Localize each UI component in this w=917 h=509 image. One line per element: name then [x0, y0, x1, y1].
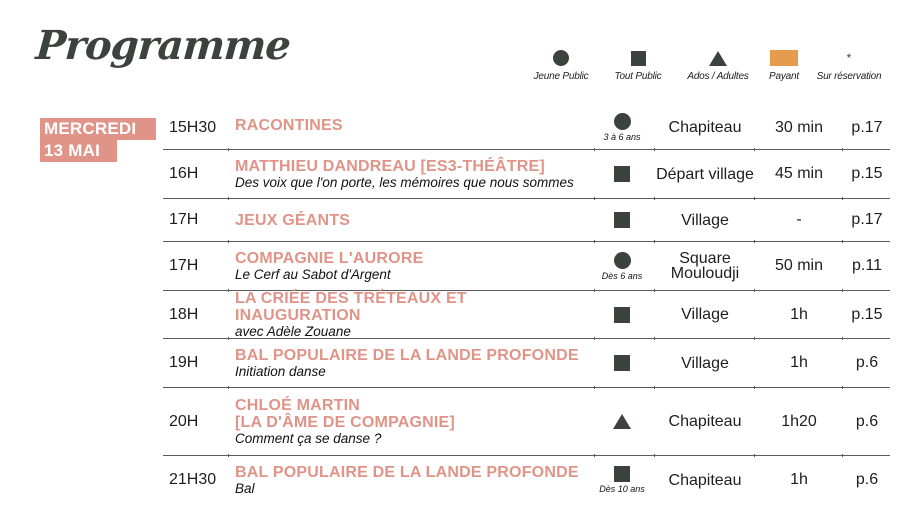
event-page: p.6	[855, 412, 879, 430]
table-row	[163, 388, 890, 456]
square-icon	[614, 466, 630, 482]
event-title: RACONTINES	[235, 117, 343, 134]
event-place: Chapiteau	[668, 413, 742, 430]
event-subtitle: Des voix que l'on porte, les mémoires que nous sommes	[235, 175, 574, 190]
event-duration: 1h	[790, 354, 808, 371]
legend-label: Ados / Adultes	[687, 71, 749, 82]
legend-item-payant	[766, 48, 802, 82]
event-title-cell	[235, 291, 595, 338]
event-title: LA CRIÉE DES TRÉTEAUX ET INAUGURATION	[235, 290, 467, 324]
page-title: Programme	[34, 22, 292, 69]
public-cell	[595, 242, 649, 290]
public-cell	[595, 291, 649, 338]
legend-item-tout-public	[608, 48, 668, 82]
public-cell	[595, 388, 649, 455]
event-title-line2: [LA D'ÂME DE COMPAGNIE]	[235, 414, 455, 431]
age-label: Dès 10 ans	[599, 484, 645, 494]
legend	[528, 48, 898, 90]
legend-item-ados-adultes	[680, 48, 756, 82]
table-row	[163, 291, 890, 339]
event-place: Chapiteau	[668, 119, 742, 136]
table-row	[163, 456, 890, 504]
circle-icon	[614, 252, 631, 269]
event-title: BAL POPULAIRE DE LA LANDE PROFONDE	[235, 347, 579, 364]
day-badge	[40, 118, 156, 162]
event-title-cell	[235, 339, 595, 387]
event-subtitle: Bal	[235, 481, 255, 496]
triangle-icon	[613, 414, 631, 429]
event-time: 21H30	[169, 471, 217, 488]
event-duration: -	[796, 211, 802, 228]
event-time: 18H	[169, 305, 199, 323]
table-row	[163, 150, 890, 199]
event-time: 19H	[169, 354, 199, 371]
event-place: Village	[681, 211, 729, 229]
event-title-cell	[235, 456, 595, 504]
event-time: 17H	[169, 211, 199, 228]
event-time: 16H	[169, 165, 199, 182]
square-icon	[614, 307, 630, 323]
public-cell	[595, 106, 649, 149]
day-date: 13 MAI	[40, 140, 117, 162]
legend-label: Tout Public	[614, 71, 662, 82]
event-page: p.15	[851, 305, 883, 323]
event-title-cell	[235, 199, 595, 241]
event-duration: 1h	[790, 471, 808, 488]
event-page: p.17	[851, 211, 883, 228]
event-title: BAL POPULAIRE DE LA LANDE PROFONDE	[235, 464, 579, 481]
square-icon	[614, 166, 630, 182]
age-label: 3 à 6 ans	[603, 132, 641, 142]
event-page: p.6	[855, 354, 879, 371]
event-title: MATTHIEU DANDREAU [ES3-THÉÂTRE]	[235, 158, 545, 175]
table-row	[163, 199, 890, 242]
event-place: Chapiteau	[668, 471, 742, 489]
triangle-icon	[709, 51, 727, 66]
circle-icon	[614, 113, 631, 130]
event-title-cell	[235, 242, 595, 290]
square-icon	[631, 51, 646, 66]
event-title-cell	[235, 106, 595, 149]
event-time: 15H30	[169, 118, 217, 136]
square-icon	[614, 355, 630, 371]
event-place: Square Mouloudji	[670, 250, 740, 282]
event-duration: 30 min	[774, 118, 824, 136]
event-page: p.17	[851, 118, 883, 136]
event-duration: 45 min	[774, 165, 824, 182]
legend-label: Payant	[769, 71, 799, 82]
event-duration: 1h	[790, 305, 808, 323]
legend-label: Sur réservation	[816, 71, 882, 82]
event-title: COMPAGNIE L'AURORE	[235, 250, 424, 267]
public-cell	[595, 339, 649, 387]
table-row	[163, 106, 890, 150]
event-subtitle: Initiation danse	[235, 364, 326, 379]
event-title-cell	[235, 388, 595, 455]
schedule-table	[163, 106, 890, 504]
event-time: 20H	[169, 412, 199, 430]
legend-item-jeune-public	[528, 48, 594, 82]
event-subtitle: avec Adèle Zouane	[235, 324, 351, 339]
legend-label: Jeune Public	[533, 71, 589, 82]
public-cell	[595, 456, 649, 504]
event-time: 17H	[169, 257, 199, 274]
event-title-line1: CHLOÉ MARTIN	[235, 397, 361, 414]
event-title: JEUX GÉANTS	[235, 211, 351, 229]
event-duration: 50 min	[774, 257, 824, 274]
event-place: Départ village	[656, 165, 754, 183]
event-place: Village	[681, 354, 729, 372]
table-row	[163, 339, 890, 388]
public-cell	[595, 150, 649, 198]
legend-item-sur-reservation	[811, 48, 887, 82]
day-name: MERCREDI	[40, 118, 156, 140]
event-title-cell	[235, 150, 595, 198]
event-page: p.15	[851, 165, 883, 182]
table-row	[163, 242, 890, 291]
event-duration: 1h20	[781, 412, 817, 430]
event-subtitle: Le Cerf au Sabot d'Argent	[235, 267, 391, 282]
square-icon	[614, 212, 630, 228]
event-subtitle: Comment ça se danse ?	[235, 431, 382, 446]
asterisk-icon: *	[846, 51, 852, 65]
public-cell	[595, 199, 649, 241]
event-place: Village	[681, 306, 729, 323]
event-page: p.11	[852, 257, 882, 274]
event-page: p.6	[855, 471, 879, 488]
age-label: Dès 6 ans	[601, 270, 643, 281]
payant-box-icon	[770, 50, 798, 66]
circle-icon	[553, 50, 569, 66]
